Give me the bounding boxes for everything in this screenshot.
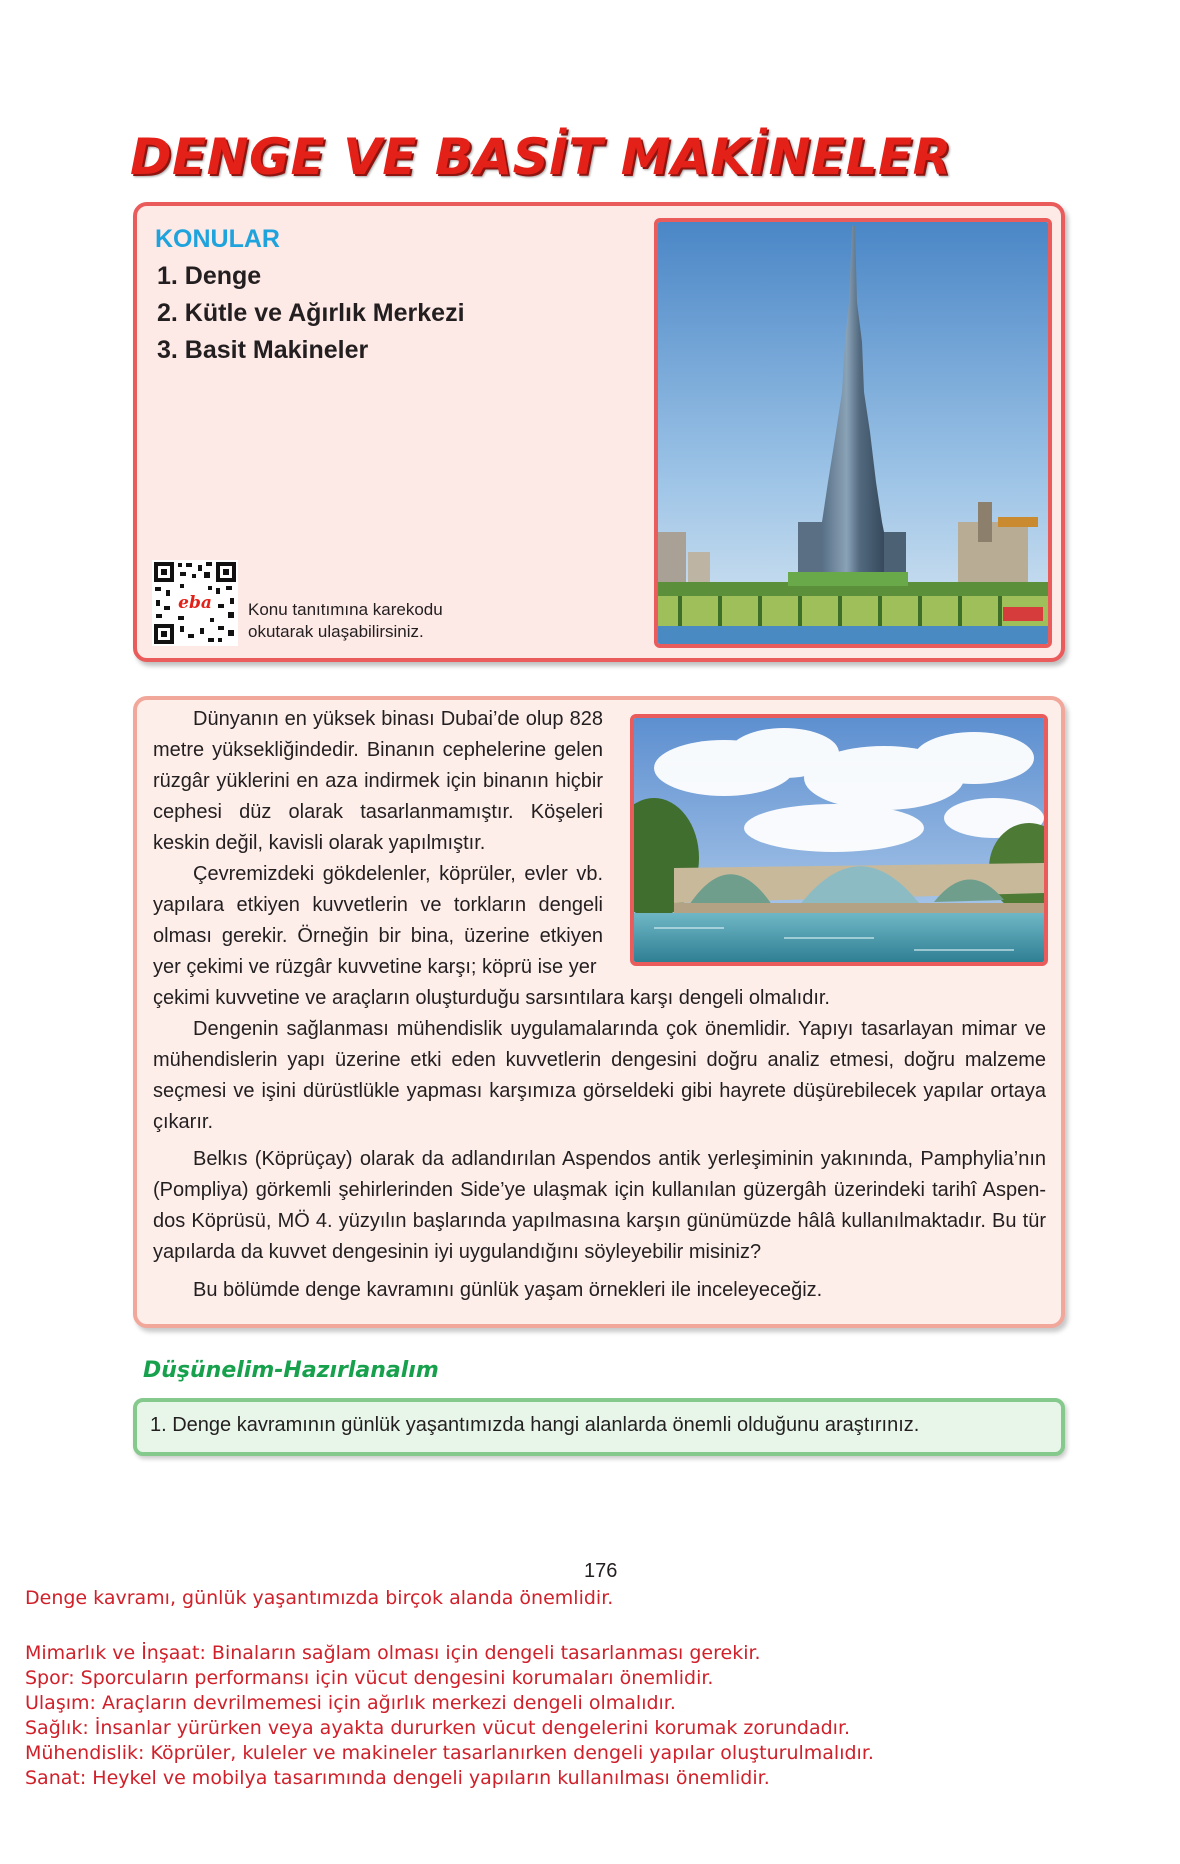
paragraph-4: Belkıs (Köprüçay) olarak da adlandırılan Aspendos antik yerleşiminin yakınında, Pamphylia’nın (Pompliya) görkemli şehirlerinden Side’ye ulaşmak için kullanılan güzergâh üzerindeki tarihî Aspendos Köprüsü, MÖ 4. yüzyılın başlarında yapılmasına karşın günümüzde hâlâ kullanılmaktadır. Bu tür yapılarda da kuvvet dengesinin iyi uygulandığını söyleyebilir misiniz? xyxy=(153,1148,1046,1263)
answer-line-4: Sağlık: İnsanlar yürürken veya ayakta dururken vücut dengelerini korumak zorundadır. xyxy=(25,1717,851,1739)
think-prepare-heading: Düşünelim-Hazırlanalım xyxy=(143,1358,439,1383)
topic-item-1: 1. Denge xyxy=(157,262,262,290)
paragraph-3: Dengenin sağlanması mühendislik uygulamalarında çok önemlidir. Yapıyı tasarlayan mimar ve mühendislerin yapı üzerine etki eden kuvvetlerin dengesini doğru analiz etmesi, doğru malzeme seçmesi ve işini dürüstlükle yapması karşımıza görseldeki gibi hayrete düşürebilecek yapılar ortaya çıkarır. xyxy=(153,1018,1046,1133)
answer-line-5: Mühendislik: Köprüler, kuleler ve makineler tasarlanırken dengeli yapılar oluşturulmalıdır. xyxy=(25,1742,874,1764)
burj-khalifa-photo xyxy=(654,218,1052,648)
think-question: 1. Denge kavramının günlük yaşantımızda hangi alanlarda önemli olduğunu araştırınız. xyxy=(150,1414,920,1436)
answer-line-6: Sanat: Heykel ve mobilya tasarımında dengeli yapıların kullanılması önemlidir. xyxy=(25,1767,770,1789)
page-number: 176 xyxy=(584,1560,618,1582)
paragraph-1: Dünyanın en yüksek binası Dubai’de olup 828 metre yüksekliğindedir. Binanın cephelerine gelen rüzgâr yüklerini en aza indirmek için binanın hiçbir cephesi düz olarak tasarlanmamıştır. Köşeleri keskin değil, kavisli olarak yapılmıştır. xyxy=(153,708,603,854)
eba-logo: eba xyxy=(178,593,212,613)
paragraph-5: Bu bölümde denge kavramını günlük yaşam örnekleri ile inceleyeceğiz. xyxy=(193,1279,823,1301)
paragraph-2-end: çekimi kuvvetine ve araçların oluşturduğu sarsıntılara karşı dengeli olmalıdır. xyxy=(153,987,830,1009)
answer-line-2: Spor: Sporcuların performansı için vücut dengesini korumaları önemlidir. xyxy=(25,1667,714,1689)
topics-heading: KONULAR xyxy=(155,225,280,253)
qr-caption: Konu tanıtımına karekodu okutarak ulaşabilirsiniz. xyxy=(248,600,443,641)
qr-code-icon[interactable] xyxy=(152,560,238,646)
topic-item-3: 3. Basit Makineler xyxy=(157,336,369,364)
topic-item-2: 2. Kütle ve Ağırlık Merkezi xyxy=(157,299,465,327)
chapter-title: DENGE VE BASİT MAKİNELER xyxy=(130,128,952,186)
answer-intro: Denge kavramı, günlük yaşantımızda birçok alanda önemlidir. xyxy=(25,1587,614,1609)
answer-line-3: Ulaşım: Araçların devrilmemesi için ağırlık merkezi dengeli olmalıdır. xyxy=(25,1692,676,1714)
paragraph-2: Çevremizdeki gökdelenler, köprüler, evler vb. yapılara etkiyen kuvvetlerin ve torkların dengeli olması gerekir. Örneğin bir bina, üzerine etkiyen yer çekimi ve rüzgâr kuvvetine karşı; köprü ise yer xyxy=(153,863,603,978)
aspendos-bridge-photo xyxy=(630,714,1048,966)
answer-line-1: Mimarlık ve İnşaat: Binaların sağlam olması için dengeli tasarlanması gerekir. xyxy=(25,1642,761,1664)
